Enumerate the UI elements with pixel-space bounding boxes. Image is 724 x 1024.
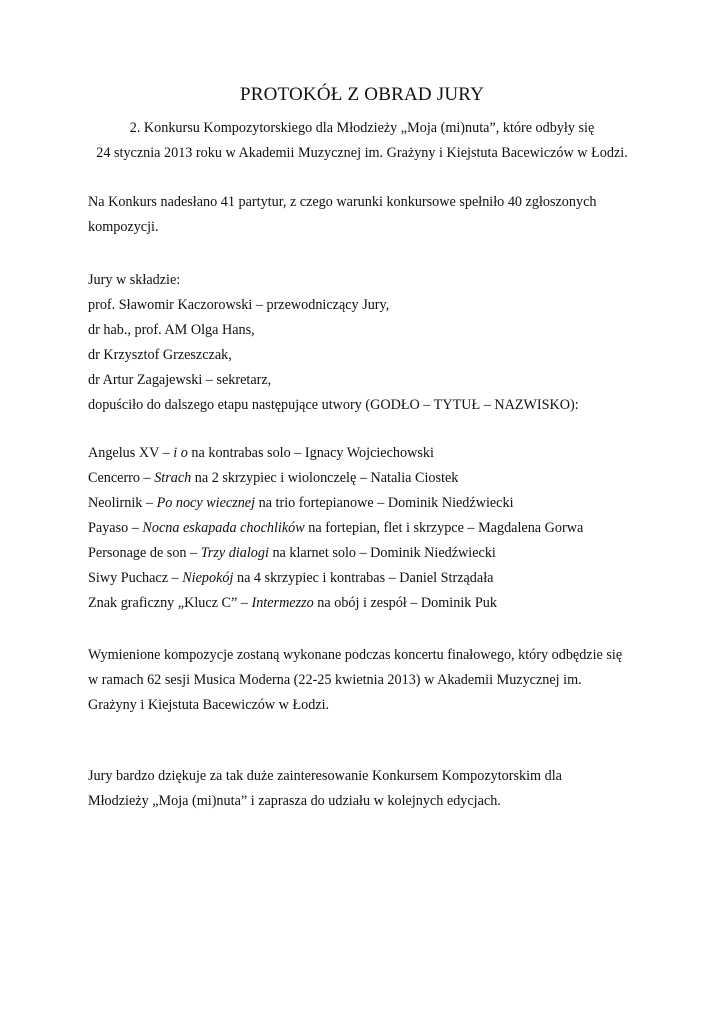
closing-line: Młodzieży „Moja (mi)nuta” i zaprasza do udziału w kolejnych edycjach. [88, 793, 501, 809]
work-entry: Znak graficzny „Klucz C” – Intermezzo na obój i zespół – Dominik Puk [88, 595, 497, 611]
concert-line: Wymienione kompozycje zostaną wykonane podczas koncertu finałowego, który odbędzie się [88, 647, 623, 663]
work-entry: Angelus XV – i o na kontrabas solo – Ignacy Wojciechowski [88, 445, 434, 461]
jury-heading: Jury w składzie: [88, 272, 181, 288]
work-entry: Neolirnik – Po nocy wiecznej na trio fortepianowe – Dominik Niedźwiecki [88, 495, 514, 511]
closing-line: Jury bardzo dziękuje za tak duże zainteresowanie Konkursem Kompozytorskim dla [88, 768, 562, 784]
work-entry: Siwy Puchacz – Niepokój na 4 skrzypiec i kontrabas – Daniel Strządała [88, 570, 494, 586]
work-entry: Payaso – Nocna eskapada chochlików na fortepian, flet i skrzypce – Magdalena Gorwa [88, 520, 584, 536]
jury-decision: dopuściło do dalszego etapu następujące utwory (GODŁO – TYTUŁ – NAZWISKO): [88, 397, 579, 413]
jury-member: dr hab., prof. AM Olga Hans, [88, 322, 255, 338]
work-entry: Personage de son – Trzy dialogi na klarnet solo – Dominik Niedźwiecki [88, 545, 496, 561]
concert-line: Grażyny i Kiejstuta Bacewiczów w Łodzi. [88, 697, 330, 713]
work-entry: Cencerro – Strach na 2 skrzypiec i wiolonczelę – Natalia Ciostek [88, 470, 459, 486]
document-title: PROTOKÓŁ Z OBRAD JURY [239, 84, 485, 105]
jury-member: dr Krzysztof Grzeszczak, [88, 347, 232, 363]
jury-member: prof. Sławomir Kaczorowski – przewodniczący Jury, [88, 297, 390, 313]
intro-line: Na Konkurs nadesłano 41 partytur, z czego warunki konkursowe spełniło 40 zgłoszonych [88, 194, 597, 210]
concert-line: w ramach 62 sesji Musica Moderna (22-25 kwietnia 2013) w Akademii Muzycznej im. [88, 672, 582, 688]
subtitle-line: 24 stycznia 2013 roku w Akademii Muzycznej im. Grażyny i Kiejstuta Bacewiczów w Łodzi. [96, 145, 628, 161]
jury-member: dr Artur Zagajewski – sekretarz, [88, 372, 272, 388]
intro-line: kompozycji. [88, 219, 159, 235]
subtitle-line: 2. Konkursu Kompozytorskiego dla Młodzieży „Moja (mi)nuta”, które odbyły się [129, 120, 595, 136]
